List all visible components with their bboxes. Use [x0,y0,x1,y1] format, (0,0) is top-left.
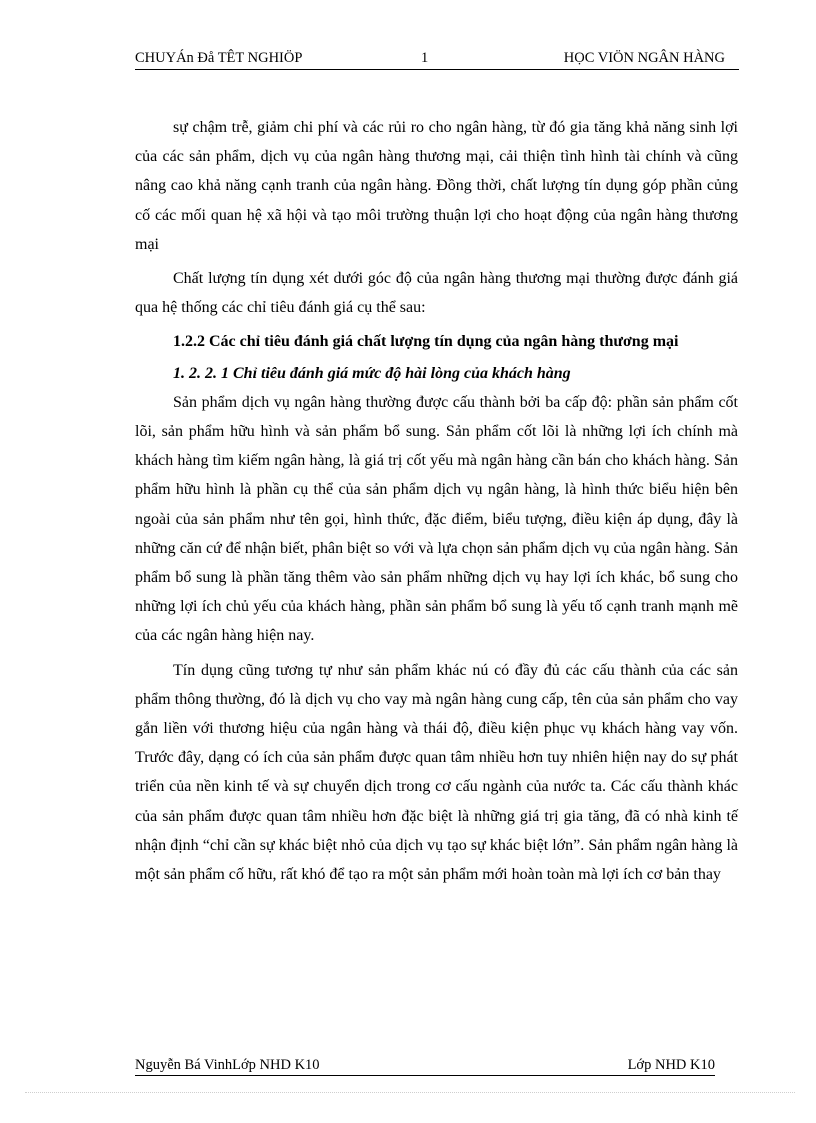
paragraph-2: Chất lượng tín dụng xét dưới góc độ của ngân hàng thương mại thường được đánh giá qua hệ thống các chỉ tiêu đánh giá cụ thể sau: [135,270,738,317]
footer-author: Nguyễn Bá VinhLớp NHD K10 [135,1057,320,1073]
page-footer [135,1057,715,1076]
header-institution: HỌC VIÖN NGÂN HÀNG [563,50,725,66]
header-thesis-label: CHUYÁn Đå TÊT NGHIÖP [135,50,303,66]
document-body [135,113,738,889]
subsection-heading: 1. 2. 2. 1 Chỉ tiêu đánh giá mức độ hài lòng của khách hàng [173,364,571,382]
footer-class: Lớp NHD K10 [627,1057,715,1073]
header-page-number: 1 [421,50,429,66]
page-edge-divider [25,1092,795,1093]
paragraph-4: Tín dụng cũng tương tự như sản phẩm khác nú có đầy đủ các cấu thành của các sản phẩm thông thường, đó là dịch vụ cho vay mà ngân hàng cung cấp, tên của sản phẩm cho vay gắn liền với thương hiệu của ngân hàng và thái độ, điều kiện phục vụ khách hàng vay vốn. Trước đây, dạng có ích của sản phẩm được quan tâm nhiều hơn tuy nhiên hiện nay do sự phát triển của nền kinh tế và sự chuyển dịch trong cơ cấu ngành của nước ta. Các cấu thành khác của sản phẩm được quan tâm nhiều hơn đặc biệt là những giá trị gia tăng, đã có nhà kinh tế nhận định “chỉ cần sự khác biệt nhỏ của dịch vụ tạo sự khác biệt lớn”. Sản phẩm ngân hàng là một sản phẩm cố hữu, rất khó để tạo ra một sản phẩm mới hoàn toàn mà lợi ích cơ bản thay [135,661,738,884]
section-heading: 1.2.2 Các chỉ tiêu đánh giá chất lượng tín dụng của ngân hàng thương mại [173,333,679,351]
paragraph-3: Sản phẩm dịch vụ ngân hàng thường được cấu thành bởi ba cấp độ: phần sản phẩm cốt lõi, sản phẩm hữu hình và sản phẩm bổ sung. Sản phẩm cốt lõi là những lợi ích chính mà khách hàng tìm kiếm ngân hàng, là giá trị cốt yếu mà ngân hàng cần bán cho khách hàng. Sản phẩm hữu hình là phần cụ thể của sản phẩm dịch vụ ngân hàng, là hình thức biểu hiện bên ngoài của sản phẩm như tên gọi, hình thức, đặc điểm, biểu tượng, điều kiện áp dụng, đây là những căn cứ để nhận biết, phân biệt so với và lựa chọn sản phẩm dịch vụ của ngân hàng. Sản phẩm bổ sung là phần tăng thêm vào sản phẩm những dịch vụ hay lợi ích khác, bổ sung cho những lợi ích chủ yếu của khách hàng, phần sản phẩm bổ sung là yếu tố cạnh tranh mạnh mẽ của các ngân hàng hiện nay. [135,393,738,645]
page-header [135,49,739,70]
paragraph-1: sự chậm trễ, giảm chi phí và các rủi ro cho ngân hàng, từ đó gia tăng khả năng sinh lợi của các sản phẩm, dịch vụ của ngân hàng thương mại, cải thiện tình hình tài chính và cũng nâng cao khả năng cạnh tranh của ngân hàng. Đồng thời, chất lượng tín dụng góp phần củng cố các mối quan hệ xã hội và tạo môi trường thuận lợi cho hoạt động của ngân hàng thương mại [135,119,738,253]
